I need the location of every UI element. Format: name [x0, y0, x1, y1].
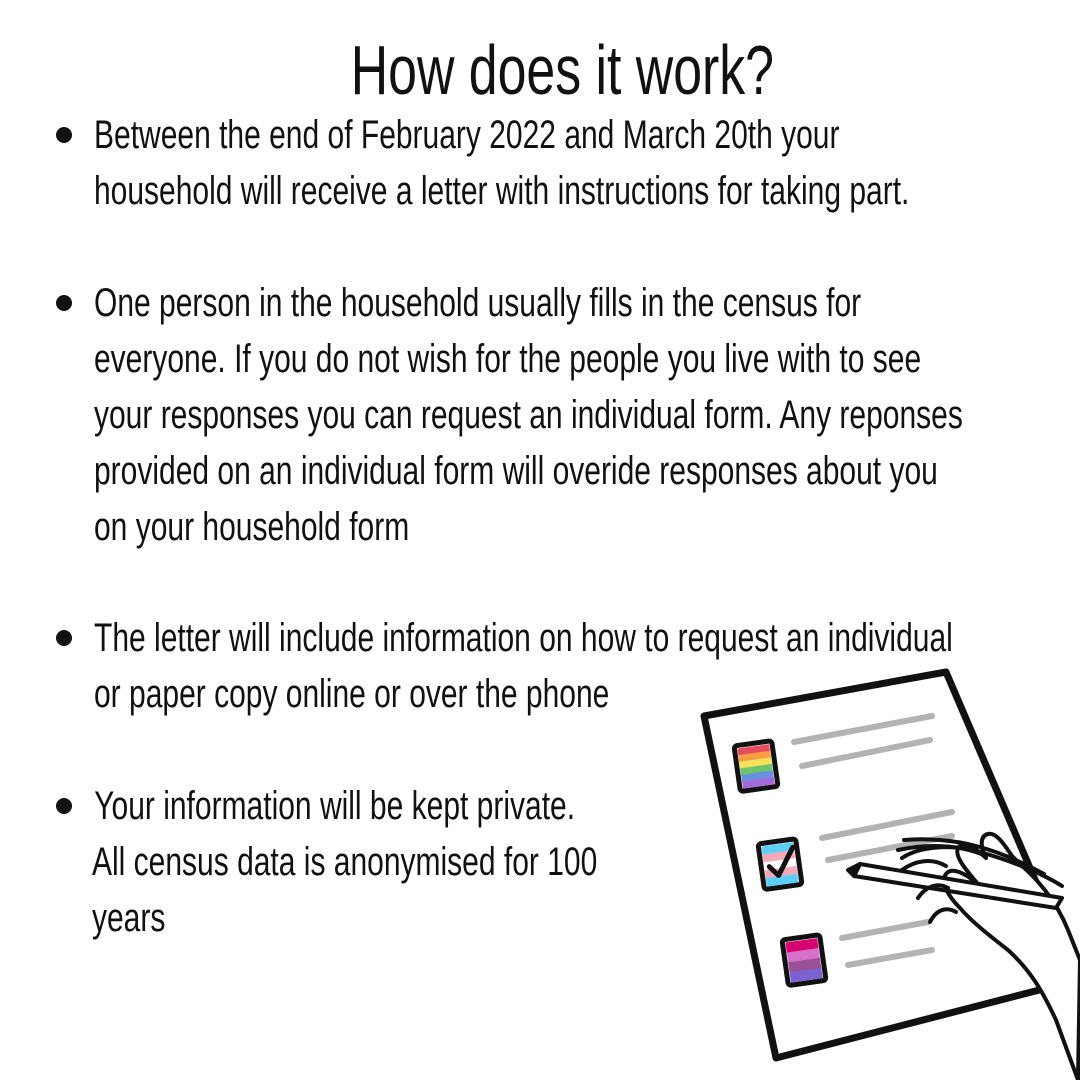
bullet-1-line-2: household will receive a letter with instructions for taking part. — [94, 169, 910, 213]
bullet-3-line-2: or paper copy online or over the phone — [94, 672, 610, 716]
page-title: How does it work? — [350, 31, 774, 109]
bullet-4-line-2: All census data is anonymised for 100 — [92, 840, 598, 884]
checkbox-trans — [758, 839, 802, 890]
bullet-4-line-3: years — [92, 896, 166, 940]
bullet-4-line-1: Your information will be kept private. — [94, 784, 576, 828]
bullet-dot — [56, 630, 72, 646]
bullet-dot — [56, 127, 72, 143]
bullet-1-line-1: Between the end of February 2022 and March 20th your — [94, 113, 840, 157]
form-illustration — [690, 660, 1080, 1080]
bullet-2-line-3: your responses you can request an individual form. Any reponses — [94, 393, 963, 437]
bullet-text-1 — [94, 107, 909, 219]
bullet-2-line-1: One person in the household usually fills in the census for — [94, 281, 862, 325]
checkbox-bi — [782, 935, 826, 986]
bullet-2-line-4: provided on an individual form will overide responses about you — [94, 449, 938, 493]
bullet-3-line-1: The letter will include information on how to request an individual — [94, 616, 953, 660]
bullet-dot — [56, 798, 72, 814]
bullet-2-line-5: on your household form — [94, 505, 410, 549]
bullet-text-4 — [92, 778, 597, 946]
checkbox-pride — [734, 741, 778, 792]
bullet-dot — [56, 295, 72, 311]
bullet-text-2 — [94, 275, 963, 555]
bullet-2-line-2: everyone. If you do not wish for the people you live with to see — [94, 337, 922, 381]
